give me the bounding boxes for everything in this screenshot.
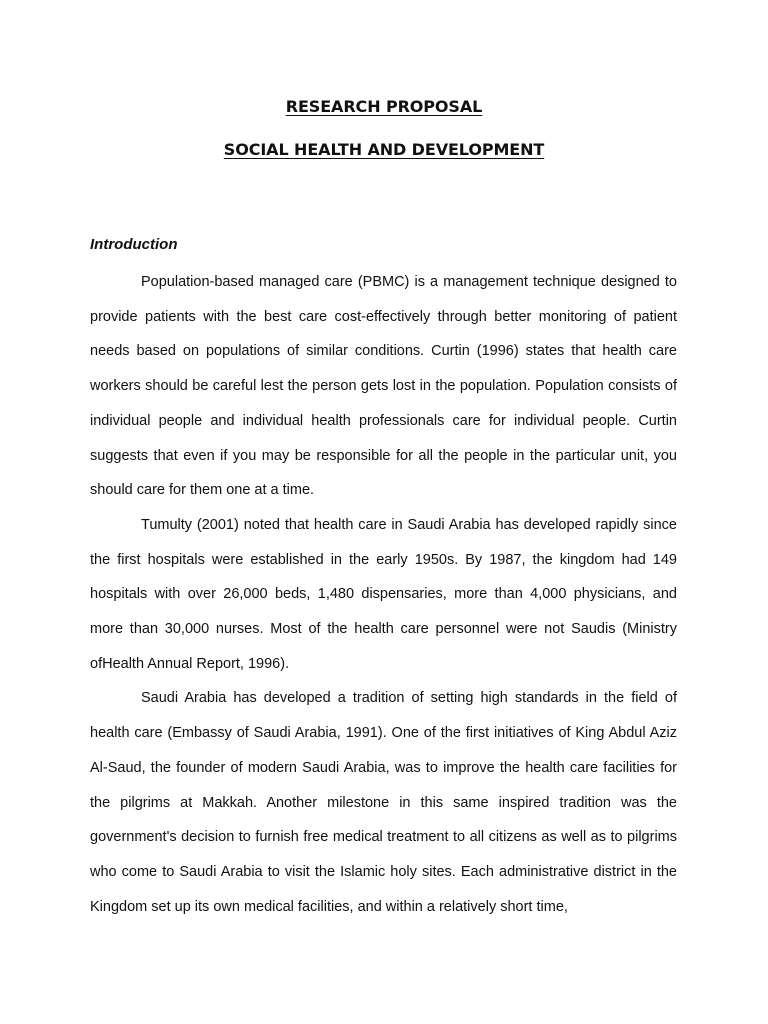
paragraph-1: Population-based managed care (PBMC) is a management technique designed to provide patients with the best care cost-effectively through better monitoring of patient needs based on populations of similar conditions. Curtin (1996) states that health care workers should be careful lest the person gets lost in the population. Population consists of individual people and individual health professionals care for individual people. Curtin suggests that even if you may be responsible for all the people in the particular unit, you should care for them one at a time.: [90, 274, 677, 499]
paragraph-2: Tumulty (2001) noted that health care in Saudi Arabia has developed rapidly since the first hospitals were established in the early 1950s. By 1987, the kingdom had 149 hospitals with over 26,000 beds, 1,480 dispensaries, more than 4,000 physicians, and more than 30,000 nurses. Most of the health care personnel were not Saudis (Ministry ofHealth Annual Report, 1996).: [90, 516, 677, 672]
document-subtitle: SOCIAL HEALTH AND DEVELOPMENT: [223, 140, 545, 159]
section-heading-introduction: Introduction: [90, 236, 178, 253]
document-title: RESEARCH PROPOSAL: [285, 97, 483, 116]
introduction-body: [90, 265, 677, 924]
paragraph-3: Saudi Arabia has developed a tradition of setting high standards in the field of health care (Embassy of Saudi Arabia, 1991). One of the first initiatives of King Abdul Aziz Al-Saud, the founder of modern Saudi Arabia, was to improve the health care facilities for the pilgrims at Makkah. Another milestone in this same inspired tradition was the government's decision to furnish free medical treatment to all citizens as well as to pilgrims who come to Saudi Arabia to visit the Islamic holy sites. Each administrative district in the Kingdom set up its own medical facilities, and within a relatively short time,: [90, 690, 677, 915]
